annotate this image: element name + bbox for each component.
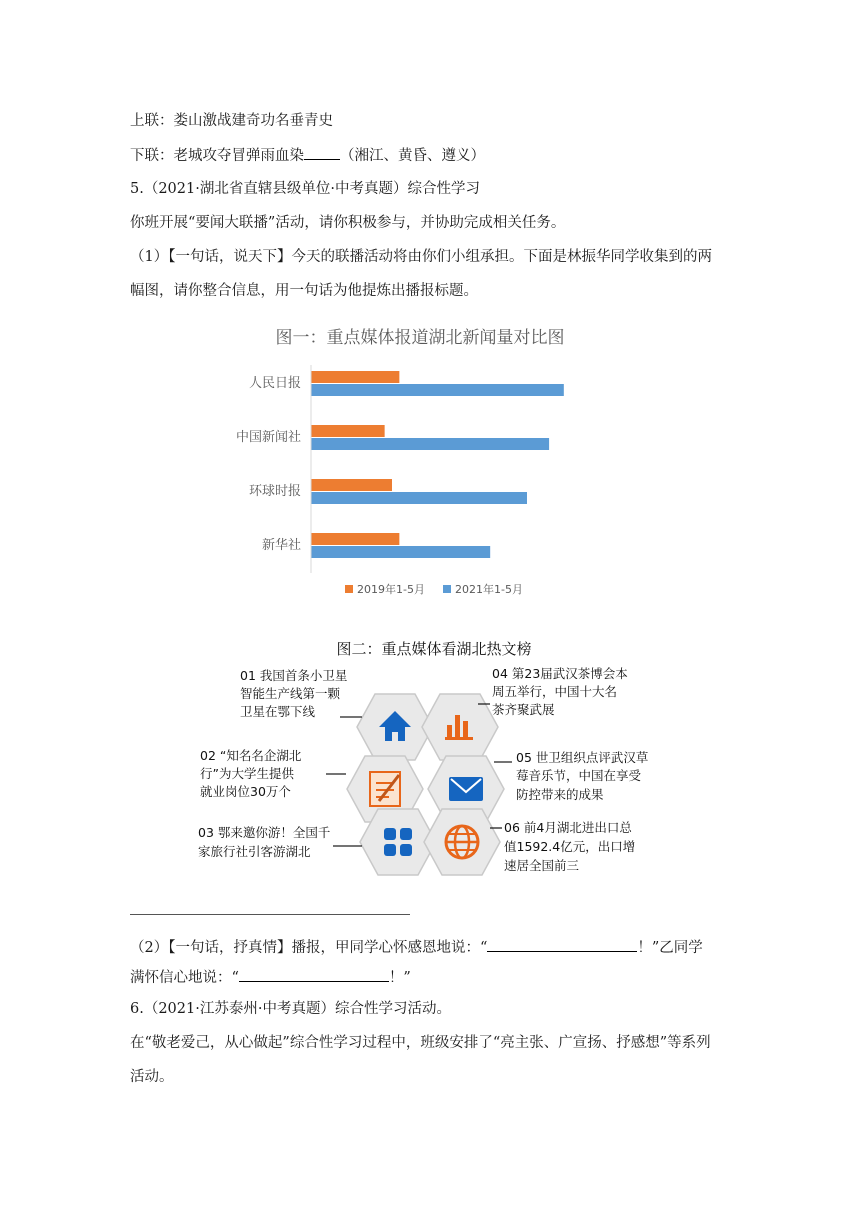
question-6-heading: 6.（2021·江苏泰州·中考真题）综合性学习活动。	[130, 1001, 451, 1017]
figure2-title: 图二：重点媒体看湖北热文榜	[336, 640, 532, 658]
bar	[311, 425, 385, 437]
hot-article-04: 04 第23届武汉茶博会本 周五举行，中国十大名 茶齐聚武展	[492, 666, 628, 717]
chart-title: 图一：重点媒体报道湖北新闻量对比图	[275, 328, 565, 348]
legend-swatch	[345, 585, 353, 593]
bar	[311, 479, 392, 491]
y-tick-label: 人民日报	[248, 376, 301, 391]
hot-article-02: 02 “知名名企湖北 行”为大学生提供 就业岗位30万个	[200, 748, 302, 799]
question-5-heading: 5.（2021·湖北省直辖县级单位·中考真题）综合性学习	[130, 181, 480, 197]
y-tick-label: 中国新闻社	[235, 430, 301, 445]
y-tick-label: 新华社	[261, 538, 301, 553]
question-5-1-line1: （1）【一句话，说天下】今天的联播活动将由你们小组承担。下面是林振华同学收集到的两	[130, 249, 712, 265]
bar	[311, 438, 549, 450]
y-tick-label: 环球时报	[248, 484, 301, 499]
hot-article-06: 06 前4月湖北进出口总 值1592.4亿元，出口增 速居全国前三	[504, 820, 636, 873]
hot-article-03: 03 鄂来邀你游！全国千 家旅行社引客游湖北	[198, 825, 331, 859]
hot-article-01: 01 我国首条小卫星 智能生产线第一颗 卫星在鄂下线	[240, 668, 348, 719]
bar	[311, 492, 527, 504]
legend-label: 2019年1-5月	[357, 583, 425, 596]
document-edit-icon	[370, 772, 400, 806]
question-6-line2: 活动。	[130, 1069, 174, 1085]
question-5-2-line1	[130, 937, 703, 958]
couplet-lower-options: （湘江、黄昏、遵义）	[340, 148, 485, 164]
question-5-2-line2	[130, 967, 411, 988]
legend-label: 2021年1-5月	[455, 583, 523, 596]
q5-2-text-c: 满怀信心地说：“	[130, 970, 239, 986]
answer-blank-line	[130, 914, 410, 915]
q5-2-text-d: ！”	[388, 970, 411, 986]
couplet-lower-text: 下联：老城攻夺冒弹雨血染	[130, 148, 304, 164]
hot-articles-infographic	[190, 632, 690, 884]
q5-2-text-b: ！”乙同学	[637, 940, 703, 956]
bar	[311, 384, 564, 396]
envelope-icon	[449, 777, 483, 801]
confidence-answer-blank	[239, 967, 389, 982]
question-5-intro: 你班开展“要闻大联播”活动，请你积极参与，并协助完成相关任务。	[130, 215, 566, 231]
bar	[311, 371, 399, 383]
question-5-1-line2: 幅图，请你整合信息，用一句话为他提炼出播报标题。	[130, 283, 478, 299]
hot-article-05: 05 世卫组织点评武汉草 莓音乐节，中国在享受 防控带来的成果	[516, 750, 649, 802]
couplet-upper: 上联：娄山激战建奇功名垂青史	[130, 113, 333, 129]
couplet-answer-blank	[304, 145, 340, 160]
bar-chart-figure1	[210, 318, 650, 608]
bar	[311, 546, 490, 558]
gratitude-answer-blank	[487, 937, 637, 952]
legend-swatch	[443, 585, 451, 593]
couplet-lower	[130, 145, 485, 166]
question-6-line1: 在“敬老爱己，从心做起”综合性学习过程中，班级安排了“亮主张、广宣扬、抒感想”等系列	[130, 1035, 711, 1051]
q5-2-text-a: （2）【一句话，抒真情】播报，甲同学心怀感恩地说：“	[130, 940, 488, 956]
bar	[311, 533, 399, 545]
hex-tile-06	[424, 809, 500, 875]
